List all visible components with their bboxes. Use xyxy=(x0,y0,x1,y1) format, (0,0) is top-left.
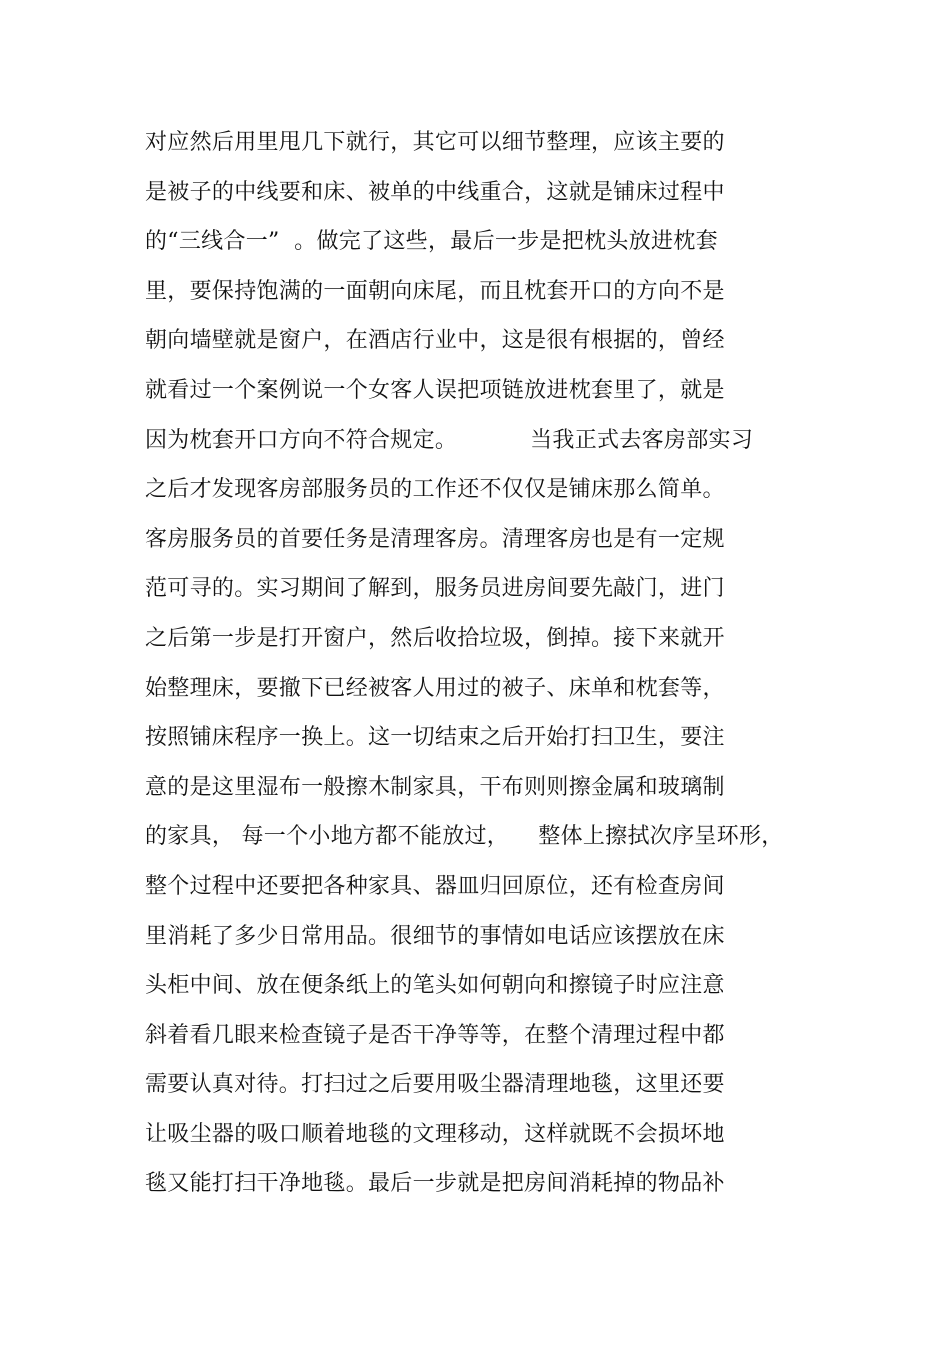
text-line: 之后才发现客房部服务员的工作还不仅仅是铺床那么简单。 xyxy=(145,477,725,503)
body-text xyxy=(145,118,805,1209)
text-line: 毯又能打扫干净地毯。最后一步就是把房间消耗掉的物品补 xyxy=(145,1171,725,1197)
text-line: 客房服务员的首要任务是清理客房。清理客房也是有一定规 xyxy=(145,526,725,552)
text-line: 整个过程中还要把各种家具、器皿归回原位，还有检查房间 xyxy=(145,873,725,899)
text-line: 对应然后用里甩几下就行，其它可以细节整理，应该主要的 xyxy=(145,130,725,155)
text-line: 斜着看几眼来检查镜子是否干净等等，在整个清理过程中都 xyxy=(145,1022,725,1048)
text-line: 需要认真对待。打扫过之后要用吸尘器清理地毯，这里还要 xyxy=(145,1072,725,1098)
text-line: 范可寻的。实习期间了解到，服务员进房间要先敲门，进门 xyxy=(145,576,725,602)
text-line: 头柜中间、放在便条纸上的笔头如何朝向和擦镜子时应注意 xyxy=(145,973,725,999)
text-line: 里，要保持饱满的一面朝向床尾，而且枕套开口的方向不是 xyxy=(145,278,725,304)
text-line: 意的是这里湿布一般擦木制家具，干布则则擦金属和玻璃制 xyxy=(145,774,725,800)
text-line: 因为枕套开口方向不符合规定。 当我正式去客房部实习 xyxy=(145,427,754,453)
text-line: 是被子的中线要和床、被单的中线重合，这就是铺床过程中 xyxy=(145,179,725,205)
text-line: 始整理床，要撤下已经被客人用过的被子、床单和枕套等， xyxy=(145,675,725,701)
text-line: 之后第一步是打开窗户，然后收拾垃圾，倒掉。接下来就开 xyxy=(145,625,725,651)
text-line: 里消耗了多少日常用品。很细节的事情如电话应该摆放在床 xyxy=(145,923,725,949)
text-line: 让吸尘器的吸口顺着地毯的文理移动，这样就既不会损坏地 xyxy=(145,1121,725,1147)
text-line: 就看过一个案例说一个女客人误把项链放进枕套里了，就是 xyxy=(145,377,725,403)
text-line: 的家具， 每一个小地方都不能放过， 整体上擦拭次序呈环形， xyxy=(145,824,784,850)
text-line: 的“三线合一” 。做完了这些，最后一步是把枕头放进枕套 xyxy=(145,229,718,255)
text-line: 朝向墙壁就是窗户，在酒店行业中，这是很有根据的，曾经 xyxy=(145,328,725,354)
text-line: 按照铺床程序一换上。这一切结束之后开始打扫卫生，要注 xyxy=(145,725,725,751)
